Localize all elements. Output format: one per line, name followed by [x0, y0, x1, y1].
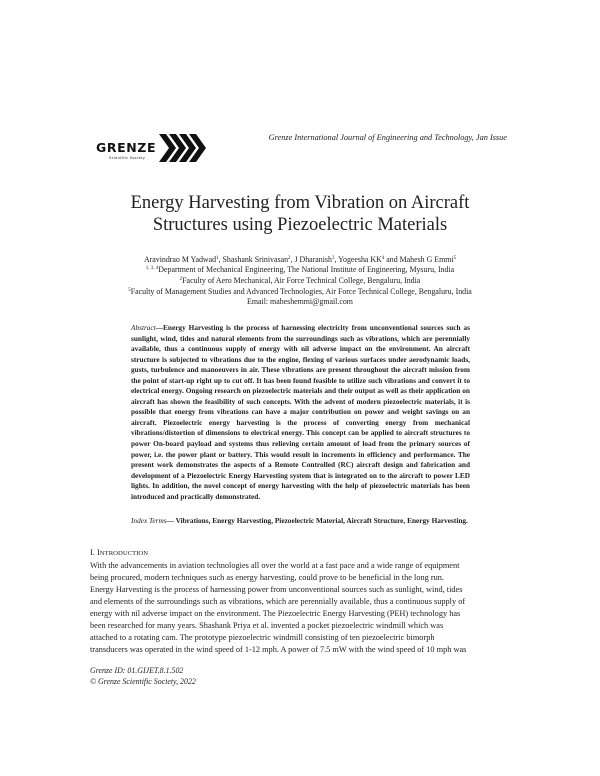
body-line: energy with nil adverse impact on the environment. The Piezoelectric Energy Harvesting (PEH) technology has	[90, 609, 461, 618]
index-terms-label: Index Terms	[131, 516, 167, 525]
journal-header: Grenze International Journal of Engineering and Technology, Jan Issue	[268, 133, 507, 142]
logo-wordmark: GRENZE	[96, 140, 157, 155]
grenze-id: Grenze ID: 01.GIJET.8.1.502	[90, 666, 184, 675]
body-line: transducers was operated in the wind speed of 1-12 mph. A power of 7.5 mW with the wind speed of 10 mph was	[90, 645, 467, 654]
abstract-text: —Energy Harvesting is the process of harnessing electricity from unconventional sources such as sunlight, wind, tides and natural elements from the surroundings such as vibrations, which are perennially available, thus a continuous supply of energy with nil adverse impact on the environment. An aircraft structure is subjected to vibrations due to the engine, flexing of various surfaces under aerodynamic loads, gusts, turbulence and manoeuvers in air. These vibrations are present throughout the aircraft mission from the point of start-up right up to cut off. It has been found feasible to utilize such vibrations and convert it to electrical energy. Ongoing research on piezoelectric materials and their output as well as their application on aircraft has shown the feasibility of such concepts. With the advent of modern piezoelectric materials, it is possible that energy from vibrations can have a major contribution on power and weight savings on an aircraft. Piezoelectric energy harvesting is the process of converting energy from mechanical vibrations/distortion of dimensions to electrical energy. This concept can be applied to aircraft structures to power On-board payload and systems thus relieving certain amount of load from the primary sources of power, i.e. the power plant or battery. This would result in increments in efficiency and performance. The present work demonstrates the aspects of a Remote Controlled (RC) aircraft design and fabrication and development of a Piezoelectric Energy Harvesting system that is integrated on to the aircraft to power LED lights. In addition, the novel concept of energy harvesting with the help of piezoelectric materials has been introduced and practically demonstrated.	[131, 323, 470, 501]
index-terms	[131, 516, 470, 527]
body-line: With the advancements in aviation technologies all over the world at a fast pace and a wide range of equipment	[90, 561, 460, 570]
body-line: attached to a rotating cam. The prototype piezoelectric windmill consisting of ten piezoelectric bimorph	[90, 633, 435, 642]
affiliation-3: $^5$Faculty of Management Studies and Advanced Technologies, Air Force Technical College, Bengaluru, India	[128, 287, 472, 296]
index-terms-text: — Vibrations, Energy Harvesting, Piezoelectric Material, Aircraft Structure, Energy Harvesting.	[166, 516, 468, 525]
copyright-notice: © Grenze Scientific Society, 2022	[90, 677, 196, 686]
publisher-logo	[96, 131, 208, 165]
section-heading-introduction: I. INTRODUCTION	[90, 548, 149, 557]
body-line: been researched for many years. Shashank Priya et al. invented a pocket piezoelectric windmill which was	[90, 621, 444, 630]
affiliation-2: $^2$Faculty of Aero Mechanical, Air Force Technical College, Bengaluru, India	[179, 276, 421, 285]
logo-chevrons-icon	[159, 134, 207, 162]
paper-title-line-2: Structures using Piezoelectric Materials	[152, 215, 448, 235]
affiliation-1: $^{1, 3, 4}$Department of Mechanical Engineering, The National Institute of Engineering, Mysuru, India	[145, 265, 455, 274]
body-line: Energy Harvesting is the process of harnessing power from unconventional sources such as sunlight, wind, tides	[90, 585, 463, 594]
abstract	[131, 323, 470, 502]
body-line: being procured, modern techniques such as energy harvesting, could prove to be beneficial in the long run.	[90, 573, 444, 582]
paper-title-line-1: Energy Harvesting from Vibration on Aircraft	[130, 193, 470, 213]
author-email: Email: maheshemmi@gmail.com	[247, 297, 353, 306]
author-list: Aravindrao M Yadwad$^1$, Shashank Srinivasan$^2$, J Dharanish$^3$, Yogeesha $KK^4$ and Mahesh G Emmi$^5$	[143, 255, 457, 264]
logo-tagline: Scientific Society	[109, 156, 146, 160]
body-line: and elements of the surroundings such as vibrations, which are perennially available, thus a continuous supply of	[90, 597, 466, 606]
abstract-label: Abstract	[131, 323, 156, 332]
